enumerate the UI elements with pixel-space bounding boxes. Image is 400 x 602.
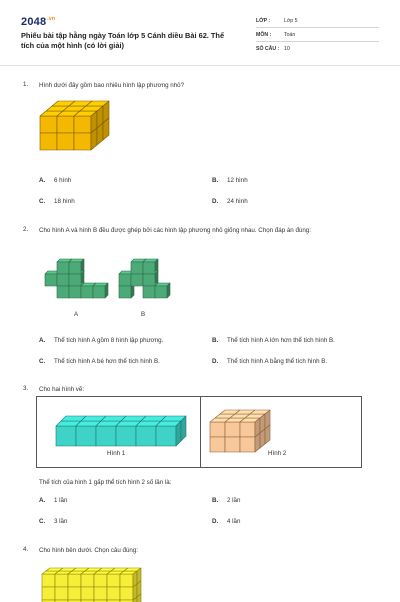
q2a-cube-front [57, 286, 69, 298]
q4-cube-front-cell [68, 574, 81, 587]
question-3-text: Cho hai hình vẽ: [39, 386, 85, 393]
header-divider [0, 65, 400, 66]
q2a-cube-front [81, 286, 93, 298]
q4-cube-front-cell [94, 574, 107, 587]
q2-option-c[interactable]: C. Thể tích hình A bé hơn thể tích hình B. [39, 358, 160, 365]
q4-cube-front-cell [55, 574, 68, 587]
q2-option-d[interactable]: D. Thể tích hình A bằng thể tích hình B. [212, 358, 328, 365]
q3f1-cube-front-cell [56, 426, 76, 446]
q2a-cube-side [105, 283, 108, 298]
q2b-cube-front [131, 274, 143, 286]
q3f1-cube-front-cell [116, 426, 136, 446]
q4-cube-figure [40, 562, 140, 602]
question-1-text: Hình dưới đây gồm bao nhiêu hình lập phương nhỏ? [39, 82, 185, 89]
q3f2-cube-front-cell [240, 437, 255, 452]
question-2-text: Cho hình A và hình B đều được ghép bởi các hình lập phương nhỏ giống nhau. Chọn đáp án đúng: [39, 227, 311, 234]
site-logo[interactable]: $2048^{.vn}$ [21, 16, 56, 28]
question-4-text: Cho hình bên dưới. Chọn câu đúng: [39, 547, 139, 554]
worksheet-header: $2048^{.vn}$ Phiếu bài tập hằng ngày Toán lớp 5 Cánh diều Bài 62. Thể tích của một hình (có lời giải) LỚP : Lớp 5 MÔN : Toán SỐ CÂU : 10 [0, 0, 400, 62]
q3f1-cube-front-cell [136, 426, 156, 446]
q4-cube-front-cell [107, 574, 120, 587]
q2-label-a: A [74, 311, 79, 318]
q4-cube-front-cell [81, 587, 94, 600]
q3-option-c[interactable]: C. 3 lần [39, 518, 68, 525]
q2-label-b: B [141, 311, 146, 318]
q1-cube-front-cell [57, 116, 74, 133]
q1-option-a[interactable]: A. 6 hình [39, 177, 72, 184]
q3-option-a[interactable]: A. 1 lần [39, 497, 68, 504]
q2-option-b[interactable]: B. Thể tích hình A lớn hơn thể tích hình B. [212, 337, 335, 344]
q2a-cube-front [69, 274, 81, 286]
q3f2-cube-front-cell [210, 422, 225, 437]
q3f1-cube-front-cell [96, 426, 116, 446]
q3-option-b[interactable]: B. 2 lần [212, 497, 241, 504]
q2a-cube-front [57, 274, 69, 286]
q3f2-cube-front-cell [225, 422, 240, 437]
q3f2-cube-front-cell [225, 437, 240, 452]
q2-option-a[interactable]: A. Thể tích hình A gồm 8 hình lập phương. [39, 337, 164, 344]
q3-label-2: Hình 2 [268, 450, 287, 457]
q2a-cube-front [69, 262, 81, 274]
q4-cube-front-cell [55, 587, 68, 600]
q1-cube-front-cell [74, 116, 91, 133]
q3-label-1: Hình 1 [107, 450, 126, 457]
q3-option-d[interactable]: D. 4 lần [212, 518, 241, 525]
q2b-cube-front [143, 274, 155, 286]
q2a-cube-front [93, 286, 105, 298]
q4-cube-front-cell [107, 587, 120, 600]
q2-figure-a [44, 258, 114, 308]
q3f1-cube-front-cell [156, 426, 176, 446]
q3f2-cube-front-cell [210, 437, 225, 452]
q2b-cube-front [155, 286, 167, 298]
q4-cube-front-cell [120, 587, 133, 600]
q1-option-d[interactable]: D. 24 hình [212, 198, 248, 205]
q4-cube-front-cell [81, 574, 94, 587]
q3-figure-2 [208, 404, 278, 454]
q2a-cube-front [57, 262, 69, 274]
q2-figure-b [118, 258, 178, 308]
q4-cube-front-cell [94, 587, 107, 600]
q1-cube-front-cell [74, 133, 91, 150]
q1-cube-front-cell [57, 133, 74, 150]
q2a-cube-front [45, 274, 57, 286]
q2b-cube-side [167, 283, 170, 298]
q2b-cube-front [143, 262, 155, 274]
q4-cube-front-cell [42, 587, 55, 600]
q1-cube-front-cell [40, 133, 57, 150]
q3-figure-1 [54, 408, 194, 448]
q1-cube-figure [38, 94, 118, 154]
q2b-cube-front [119, 274, 131, 286]
q3f1-cube-front-cell [76, 426, 96, 446]
q3f2-cube-front-cell [240, 422, 255, 437]
q2b-cube-front [143, 286, 155, 298]
q4-cube-front-cell [42, 574, 55, 587]
q4-cube-front-cell [68, 587, 81, 600]
q1-option-b[interactable]: B. 12 hình [212, 177, 248, 184]
q1-option-c[interactable]: C. 18 hình [39, 198, 75, 205]
q2a-cube-front [69, 286, 81, 298]
worksheet-title: Phiếu bài tập hằng ngày Toán lớp 5 Cánh diều Bài 62. Thể tích của một hình (có lời giải) [21, 31, 225, 50]
q4-cube-front-cell [120, 574, 133, 587]
q2b-cube-front [119, 286, 131, 298]
q2b-cube-front [131, 262, 143, 274]
q1-cube-front-cell [40, 116, 57, 133]
